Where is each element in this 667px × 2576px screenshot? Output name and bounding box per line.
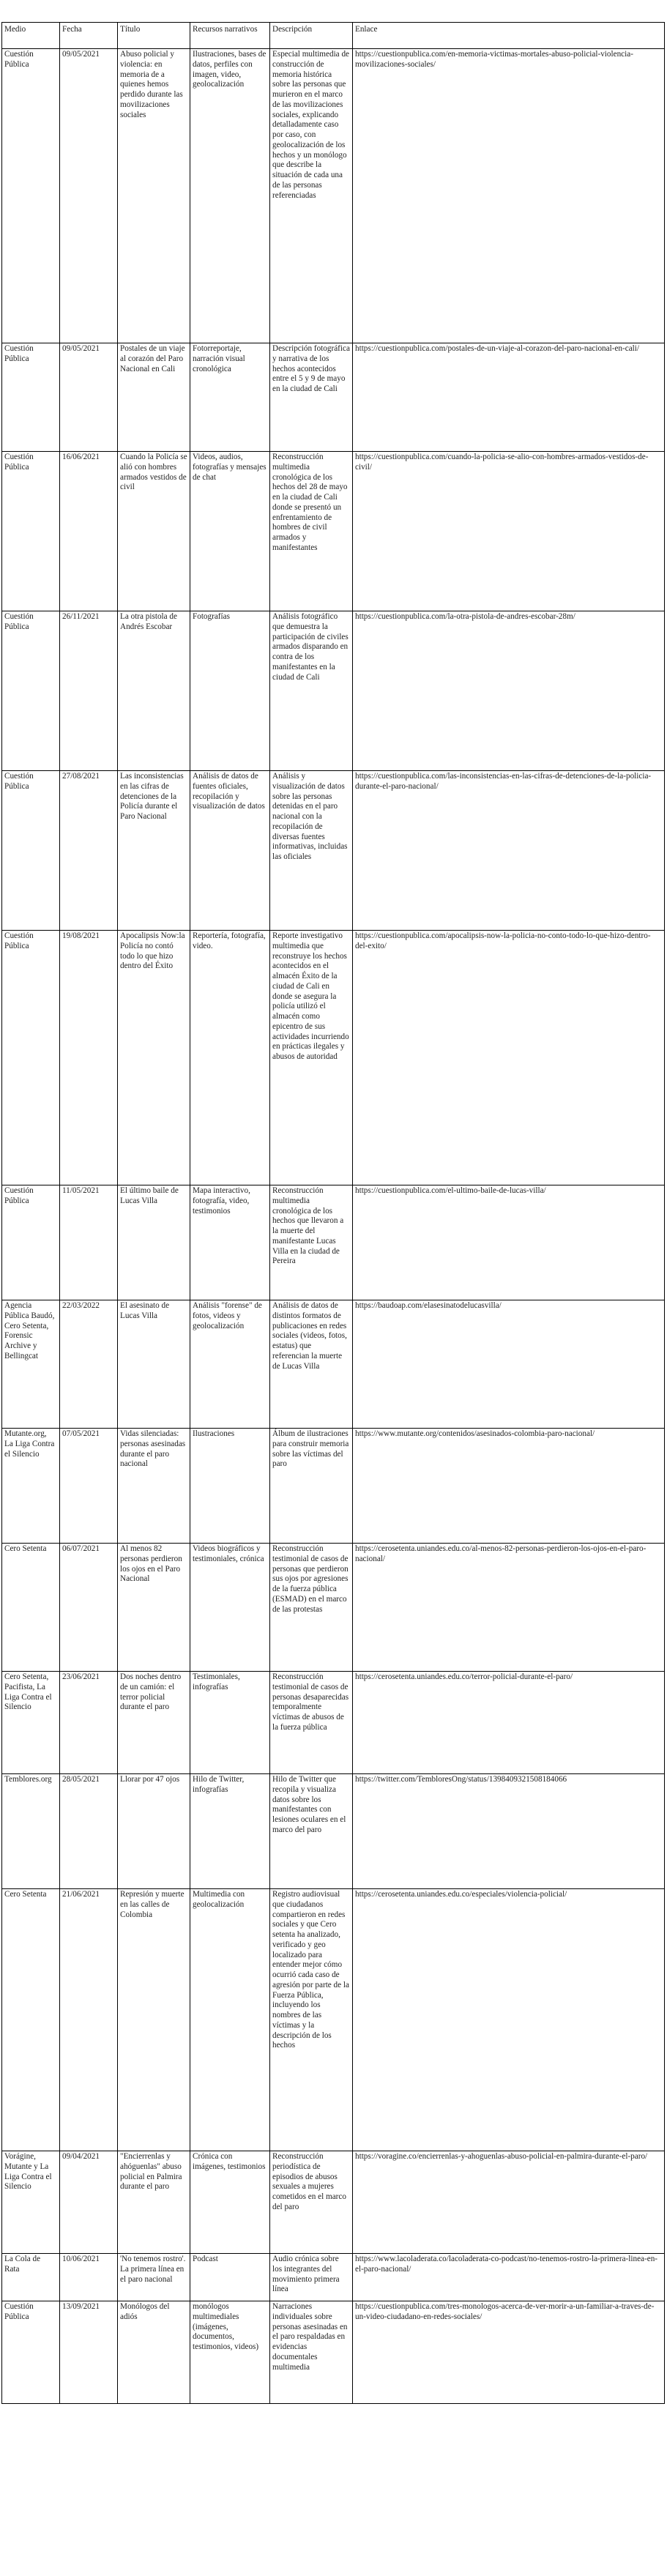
cell-enlace[interactable]: https://cuestionpublica.com/tres-monologos-acerca-de-ver-morir-a-un-familiar-a-traves-de-un-video-ciudadano-en-redes-sociales/ [353,2301,665,2404]
cell-fecha: 26/11/2021 [60,611,118,771]
cell-titulo: "Encierrenlas y ahóguenlas" abuso policial en Palmira durante el paro [118,2151,190,2254]
cell-medio: Cero Setenta [2,1544,60,1672]
cell-descripcion: Reconstrucción multimedia cronológica de los hechos que llevaron a la muerte del manifestante Lucas Villa en la ciudad de Pereira [270,1185,353,1300]
cell-fecha: 09/05/2021 [60,49,118,343]
table-header-row [2,23,665,49]
table-row [2,611,665,771]
cell-recursos: Multimedia con geolocalización [190,1889,270,2151]
cell-fecha: 22/03/2022 [60,1300,118,1429]
cell-fecha: 11/05/2021 [60,1185,118,1300]
cell-medio: Temblores.org [2,1774,60,1889]
header-descripcion: Descripción [270,23,353,49]
header-titulo: Título [118,23,190,49]
cell-fecha: 10/06/2021 [60,2254,118,2301]
cell-titulo: Apocalipsis Now:la Policía no contó todo lo que hizo dentro del Éxito [118,931,190,1185]
cell-titulo: Llorar por 47 ojos [118,1774,190,1889]
cell-medio: Mutante.org, La Liga Contra el Silencio [2,1429,60,1544]
cell-fecha: 21/06/2021 [60,1889,118,2151]
cell-recursos: Mapa interactivo, fotografía, video, testimonios [190,1185,270,1300]
cell-titulo: Dos noches dentro de un camión: el terror policial durante el paro [118,1672,190,1774]
table-row [2,1185,665,1300]
cell-titulo: Abuso policial y violencia: en memoria de a quienes hemos perdido durante las movilizaciones sociales [118,49,190,343]
table-row [2,452,665,611]
cell-descripcion: Descripción fotográfica y narrativa de los hechos acontecidos entre el 5 y 9 de mayo en la ciudad de Cali [270,343,353,452]
cell-fecha: 16/06/2021 [60,452,118,611]
cell-descripcion: Reconstrucción testimonial de casos de personas que perdieron sus ojos por agresiones de la fuerza pública (ESMAD) en el marco de las protestas [270,1544,353,1672]
cell-recursos: Fotografías [190,611,270,771]
cell-enlace[interactable]: https://www.lacoladerata.co/lacoladerata-co-podcast/no-tenemos-rostro-la-primera-linea-en-el-paro-nacional/ [353,2254,665,2301]
cell-descripcion: Narraciones individuales sobre personas asesinadas en el paro respaldadas en evidencias documentales multimedia [270,2301,353,2404]
table-row [2,1429,665,1544]
cell-titulo: Represión y muerte en las calles de Colombia [118,1889,190,2151]
cell-medio: Cuestión Pública [2,2301,60,2404]
cell-enlace[interactable]: https://voragine.co/encierrenlas-y-ahoguenlas-abuso-policial-en-palmira-durante-el-paro/ [353,2151,665,2254]
cell-titulo: El asesinato de Lucas Villa [118,1300,190,1429]
cell-fecha: 07/05/2021 [60,1429,118,1544]
cell-titulo: Vidas silenciadas: personas asesinadas durante el paro nacional [118,1429,190,1544]
cell-descripcion: Hilo de Twitter que recopila y visualiza datos sobre los manifestantes con lesiones oculares en el marco del paro [270,1774,353,1889]
cell-fecha: 13/09/2021 [60,2301,118,2404]
cell-titulo: Al menos 82 personas perdieron los ojos en el Paro Nacional [118,1544,190,1672]
cell-descripcion: Reconstrucción testimonial de casos de personas desaparecidas temporalmente víctimas de abusos de la fuerza pública [270,1672,353,1774]
cell-fecha: 09/05/2021 [60,343,118,452]
header-medio: Medio [2,23,60,49]
cell-recursos: Análisis de datos de fuentes oficiales, recopilación y visualización de datos [190,771,270,931]
table-row [2,931,665,1185]
cell-enlace[interactable]: https://cerosetenta.uniandes.edu.co/terror-policial-durante-el-paro/ [353,1672,665,1774]
cell-medio: Cuestión Pública [2,452,60,611]
cell-fecha: 27/08/2021 [60,771,118,931]
cell-enlace[interactable]: https://baudoap.com/elasesinatodelucasvilla/ [353,1300,665,1429]
table-row [2,771,665,931]
cell-titulo: Cuando la Policía se alió con hombres armados vestidos de civil [118,452,190,611]
cell-titulo: 'No tenemos rostro'. La primera línea en el paro nacional [118,2254,190,2301]
cell-titulo: Las inconsistencias en las cifras de detenciones de la Policía durante el Paro Nacional [118,771,190,931]
cell-recursos: Testimoniales, infografías [190,1672,270,1774]
cell-enlace[interactable]: https://cuestionpublica.com/en-memoria-victimas-mortales-abuso-policial-violencia-movilizaciones-sociales/ [353,49,665,343]
cell-titulo: Postales de un viaje al corazón del Paro Nacional en Cali [118,343,190,452]
cell-descripcion: Álbum de ilustraciones para construir memoria sobre las víctimas del paro [270,1429,353,1544]
table-row [2,343,665,452]
header-fecha: Fecha [60,23,118,49]
cell-descripcion: Análisis de datos de distintos formatos de publicaciones en redes sociales (videos, fotos, estatus) que referencian la muerte de Lucas Villa [270,1300,353,1429]
header-recursos-narrativos: Recursos narrativos [190,23,270,49]
cell-titulo: El último baile de Lucas Villa [118,1185,190,1300]
cell-recursos: Reportería, fotografía, video. [190,931,270,1185]
table-row [2,2151,665,2254]
cell-fecha: 06/07/2021 [60,1544,118,1672]
cell-descripcion: Reconstrucción periodística de episodios de abusos sexuales a mujeres cometidos en el marco del paro [270,2151,353,2254]
cell-descripcion: Especial multimedia de construcción de memoria histórica sobre las personas que murieron en el marco de las movilizaciones sociales, explicando detalladamente caso por caso, con geolocalización de los hechos y un monólogo que describe la situación de cada una de las personas referenciadas [270,49,353,343]
cell-recursos: Crónica con imágenes, testimonios [190,2151,270,2254]
cell-enlace[interactable]: https://cerosetenta.uniandes.edu.co/al-menos-82-personas-perdieron-los-ojos-en-el-paro-nacional/ [353,1544,665,1672]
table-row [2,1672,665,1774]
cell-recursos: Ilustraciones, bases de datos, perfiles con imagen, video, geolocalización [190,49,270,343]
cell-descripcion: Reconstrucción multimedia cronológica de los hechos del 28 de mayo en la ciudad de Cali donde se presentó un enfrentamiento de hombres de civil armados y manifestantes [270,452,353,611]
cell-enlace[interactable]: https://cuestionpublica.com/postales-de-un-viaje-al-corazon-del-paro-nacional-en-cali/ [353,343,665,452]
cell-enlace[interactable]: https://cuestionpublica.com/las-inconsistencias-en-las-cifras-de-detenciones-de-la-policia-durante-el-paro-nacional/ [353,771,665,931]
cell-medio: Cuestión Pública [2,771,60,931]
cell-recursos: Podcast [190,2254,270,2301]
cell-recursos: Hilo de Twitter, infografías [190,1774,270,1889]
cell-titulo: Monólogos del adiós [118,2301,190,2404]
table-row [2,1889,665,2151]
cell-enlace[interactable]: https://twitter.com/TembloresOng/status/1398409321508184066 [353,1774,665,1889]
cell-recursos: Análisis "forense" de fotos, videos y geolocalización [190,1300,270,1429]
cell-enlace[interactable]: https://cerosetenta.uniandes.edu.co/especiales/violencia-policial/ [353,1889,665,2151]
cell-fecha: 09/04/2021 [60,2151,118,2254]
cell-recursos: Ilustraciones [190,1429,270,1544]
cell-descripcion: Reporte investigativo multimedia que reconstruye los hechos acontecidos en el almacén Éxito de la ciudad de Cali en donde se asegura la policía utilizó el almacén como epicentro de sus actividades incurriendo en prácticas ilegales y abusos de autoridad [270,931,353,1185]
cell-fecha: 28/05/2021 [60,1774,118,1889]
cell-recursos: Videos, audios, fotografías y mensajes de chat [190,452,270,611]
cell-descripcion: Análisis fotográfico que demuestra la participación de civiles armados disparando en contra de los manifestantes en la ciudad de Cali [270,611,353,771]
cell-medio: Cuestión Pública [2,611,60,771]
cell-descripcion: Análisis y visualización de datos sobre las personas detenidas en el paro nacional con la recopilación de diversas fuentes informativas, incluidas las oficiales [270,771,353,931]
cell-medio: Cero Setenta [2,1889,60,2151]
table-row [2,2254,665,2301]
table-row [2,2301,665,2404]
cell-medio: Vorágine, Mutante y La Liga Contra el Silencio [2,2151,60,2254]
cell-enlace[interactable]: https://cuestionpublica.com/cuando-la-policia-se-alio-con-hombres-armados-vestidos-de-civil/ [353,452,665,611]
cell-descripcion: Audio crónica sobre los integrantes del movimiento primera línea [270,2254,353,2301]
table-row [2,1300,665,1429]
cell-descripcion: Registro audiovisual que ciudadanos compartieron en redes sociales y que Cero setenta ha analizado, verificado y geo localizado para entender mejor cómo ocurrió cada caso de agresión por parte de la Fuerza Pública, incluyendo los nombres de las víctimas y la descripción de los hechos [270,1889,353,2151]
cell-medio: Agencia Pública Baudó, Cero Setenta, Forensic Archive y Bellingcat [2,1300,60,1429]
cell-medio: Cuestión Pública [2,343,60,452]
cell-enlace[interactable]: https://www.mutante.org/contenidos/asesinados-colombia-paro-nacional/ [353,1429,665,1544]
cell-fecha: 23/06/2021 [60,1672,118,1774]
table-row [2,49,665,343]
cell-medio: La Cola de Rata [2,2254,60,2301]
cell-enlace[interactable]: https://cuestionpublica.com/la-otra-pistola-de-andres-escobar-28m/ [353,611,665,771]
cell-medio: Cuestión Pública [2,49,60,343]
cell-fecha: 19/08/2021 [60,931,118,1185]
header-enlace: Enlace [353,23,665,49]
cell-recursos: monólogos multimediales (imágenes, documentos, testimonios, videos) [190,2301,270,2404]
cell-medio: Cuestión Pública [2,1185,60,1300]
cell-medio: Cero Setenta, Pacifista, La Liga Contra el Silencio [2,1672,60,1774]
cell-recursos: Fotorreportaje, narración visual cronológica [190,343,270,452]
table-row [2,1774,665,1889]
cell-recursos: Videos biográficos y testimoniales, crónica [190,1544,270,1672]
data-table [1,22,665,2404]
cell-enlace[interactable]: https://cuestionpublica.com/el-ultimo-baile-de-lucas-villa/ [353,1185,665,1300]
cell-medio: Cuestión Pública [2,931,60,1185]
cell-enlace[interactable]: https://cuestionpublica.com/apocalipsis-now-la-policia-no-conto-todo-lo-que-hizo-dentro-del-exito/ [353,931,665,1185]
cell-titulo: La otra pistola de Andrés Escobar [118,611,190,771]
table-row [2,1544,665,1672]
